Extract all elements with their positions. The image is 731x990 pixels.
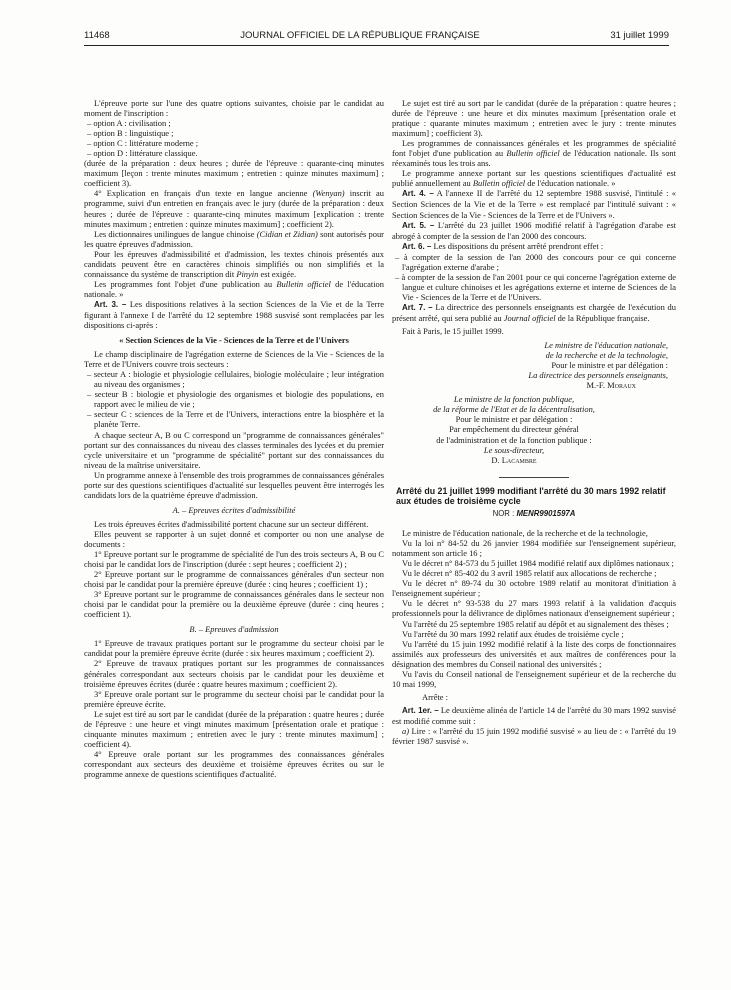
paragraph: Le programme annexe portant sur les questions scientifiques d'actualité est publié annuellement au Bulletin officiel de l'éducation nationale. »	[392, 168, 676, 189]
option-item: – option B : linguistique ;	[87, 128, 174, 139]
paragraph: 3° Epreuve orale portant sur le programme du secteur choisi par le candidat pour la première épreuve écrite.	[84, 688, 384, 709]
secteur-item: – secteur A : biologie et physiologie cellulaires, biologie moléculaire ; leur intégration au niveau des organismes ;	[87, 369, 384, 390]
heading-admissibilite: A. – Epreuves écrites d'admissibilité	[172, 504, 296, 515]
paragraph: Le ministre de l'éducation nationale, de la recherche et de la technologie,	[402, 528, 648, 539]
paragraph: Le champ disciplinaire de l'agrégation externe de Sciences de la Vie - Sciences de la Terre et de l'Univers couvre trois secteurs :	[84, 349, 384, 370]
paragraph: Pour les épreuves d'admissibilité et d'admission, les textes chinois présentés aux candidats peuvent être en caractères chinois simplifiés ou non simplifiés et la connaissance du système de transcription dit Pinyin est exigée.	[84, 248, 384, 279]
signature-block-2: Le ministre de la fonction publique, de la réforme de l'Etat et de la décentralisation, Pour le ministre et par délégation : Par empêchement du directeur général de l'administration et de la fonction publique : Le sous-directeur, D. Lacambre	[433, 394, 595, 465]
paragraph: 4° Epreuve orale portant sur les programmes des connaissances générales correspondant aux secteurs des deuxième et troisième épreuves écrites ou sur le programme annexe de questions scientifiques d'actualité.	[84, 748, 384, 779]
secteur-item: – secteur B : biologie et physiologie des organismes et biologie des populations, en rapport avec le milieu de vie ;	[87, 389, 384, 410]
nor-reference: NOR : MENR9901597A	[492, 509, 576, 519]
option-item: – option C : littérature moderne ;	[87, 138, 199, 149]
visa: Vu l'arrêté du 15 juin 1992 modifié relatif à la liste des corps de fonctionnaires assimilés aux professeurs des universités et aux maîtres de conférences pour la désignation des membres du Conseil national des universités ;	[392, 638, 676, 669]
separator-rule	[499, 477, 569, 478]
article-1: Art. 1er. – Le deuxième alinéa de l'article 14 de l'arrêté du 30 mars 1992 susvisé est modifié comme suit :	[392, 704, 676, 726]
paragraph: Un programme annexe à l'ensemble des trois programmes de connaissances générales porte sur des questions scientifiques d'actualité sur lesquelles peuvent être interrogés les candidats lors de la quatrième épreuve d'admission.	[84, 469, 384, 500]
visa: Vu le décret n° 85-402 du 3 avril 1985 relatif aux allocations de recherche ;	[402, 568, 657, 579]
visa: Vu l'avis du Conseil national de l'enseignement supérieur et de la recherche du 10 mai 1999,	[392, 668, 676, 689]
option-item: – option D : littérature classique.	[87, 148, 198, 159]
paragraph: L'épreuve porte sur l'une des quatre options suivantes, choisie par le candidat au moment de l'inscription :	[84, 98, 384, 119]
paragraph: Les trois épreuves écrites d'admissibilité portent chacune sur un secteur différent.	[94, 518, 369, 529]
article-7: Art. 7. – La directrice des personnels enseignants est chargée de l'exécution du présent arrêté, qui sera publié au Journal officiel de la République française.	[392, 301, 676, 323]
paragraph: 2° Epreuve portant sur le programme de connaissances générales d'un secteur non choisi par le candidat pour la première épreuve (durée : cinq heures ; coefficient 1) ;	[84, 569, 384, 590]
paragraph: 1° Epreuve de travaux pratiques portant sur le programme du secteur choisi par le candidat pour la première épreuve écrite (durée : six heures maximum ; coefficient 2).	[84, 638, 384, 659]
fait-a-paris: Fait à Paris, le 15 juillet 1999.	[402, 326, 504, 337]
paragraph: (durée de la préparation : deux heures ; durée de l'épreuve : quarante-cinq minutes maximum [leçon : trente minutes maximum ; entretien : quinze minutes maximum] ; coefficient 3).	[84, 158, 384, 189]
right-column	[392, 98, 676, 746]
visa: Vu l'arrêté du 25 septembre 1985 relatif au dépôt et au signalement des thèses ;	[402, 618, 669, 629]
signature-block-1: Le ministre de l'éducation nationale, de la recherche et de la technologie, Pour le ministre et par délégation : La directrice des personnels enseignants, M.-F. Moraux	[528, 340, 668, 391]
heading-admission: B. – Epreuves d'admission	[189, 624, 279, 635]
paragraph: Les programmes font l'objet d'une publication au Bulletin officiel de l'éducation nationale. »	[84, 278, 384, 299]
page-number: 11468	[84, 30, 110, 41]
paragraph: Le sujet est tiré au sort par le candidat (durée de la préparation : quatre heures ; durée de l'épreuve : une heure et dix minutes maximum [présentation orale et pratique : quarante minutes maximum ; entretien avec le jury : trente minutes maximum] ; coefficient 3).	[392, 98, 676, 139]
paragraph: Elles peuvent se rapporter à un sujet donné et comporter ou non une analyse de documents :	[84, 528, 384, 549]
article-6-item: – à compter de la session de l'an 2001 pour ce qui concerne l'agrégation externe de langue et culture chinoises et les agrégations externe et interne de Sciences de la Vie - Sciences de la Terre et de l'Univers.	[395, 271, 676, 302]
visa: Vu la loi n° 84-52 du 26 janvier 1984 modifiée sur l'enseignement supérieur, notamment son article 16 ;	[392, 538, 676, 559]
visa: Vu l'arrêté du 30 mars 1992 relatif aux études de troisième cycle ;	[402, 628, 624, 639]
paragraph: Les dictionnaires unilingues de langue chinoise (Cidian et Zidian) sont autorisés pour les quatre épreuves d'admission.	[84, 228, 384, 249]
section-title: « Section Sciences de la Vie - Sciences de la Terre et de l'Univers	[119, 335, 349, 346]
header-date: 31 juillet 1999	[610, 30, 669, 41]
article-6-item: – à compter de la session de l'an 2000 des concours pour ce qui concerne l'agrégation externe d'arabe ;	[395, 251, 676, 272]
left-column	[84, 98, 384, 779]
article-5: Art. 5. – L'arrêté du 23 juillet 1906 modifié relatif à l'agrégation d'arabe est abrogé à compter de la session de l'an 2000 des concours.	[392, 219, 676, 241]
arrete-label: Arrête :	[422, 691, 449, 702]
arrete-title: Arrêté du 21 juillet 1999 modifiant l'arrêté du 30 mars 1992 relatif aux études de troisième cycle	[396, 485, 666, 506]
article-4: Art. 4. – A l'annexe II de l'arrêté du 12 septembre 1988 susvisé, l'intitulé : « Section Sciences de la Vie et de la Terre » est remplacé par l'intitulé suivant : « Section Sciences de la Vie - Sciences de la Terre et de l'Univers ».	[392, 188, 677, 220]
visa: Vu le décret n° 89-74 du 30 octobre 1989 relatif au monitorat d'initiation à l'enseignement supérieur ;	[392, 578, 676, 599]
paragraph: 4° Explication en français d'un texte en langue ancienne (Wenyan) inscrit au programme, suivi d'un entretien en français avec le jury (durée de la préparation : deux heures ; durée de l'épreuve : quarante-cinq minutes maximum [explication : trente minutes maximum ; entretien : quinze minutes maximum] ; coefficient 2).	[84, 188, 384, 229]
journal-title: JOURNAL OFFICIEL DE LA RÉPUBLIQUE FRANÇAISE	[240, 30, 480, 41]
visa: Vu le décret n° 84-573 du 5 juillet 1984 modifié relatif aux diplômes nationaux ;	[402, 558, 674, 569]
option-item: – option A : civilisation ;	[87, 118, 171, 129]
paragraph: A chaque secteur A, B ou C correspond un "programme de connaissances générales" portant sur des connaissances du niveau des classes terminales des lycées et du premier cycle universitaire et un "programme de spécialité" portant sur des connaissances du niveau de la maîtrise universitaire.	[84, 429, 384, 470]
paragraph: 1° Epreuve portant sur le programme de spécialité de l'un des trois secteurs A, B ou C choisi par le candidat lors de l'inscription (durée : sept heures ; coefficient 2) ;	[84, 549, 384, 570]
paragraph: Les programmes de connaissances générales et les programmes de spécialité font l'objet d'une publication au Bulletin officiel de l'éducation nationale. Ils sont réexaminés tous les trois ans.	[392, 138, 676, 169]
article-3: Art. 3. – Les dispositions relatives à la section Sciences de la Vie et de la Terre figurant à l'annexe I de l'arrêté du 12 septembre 1988 susvisé sont remplacées par les dispositions ci-après :	[84, 298, 385, 331]
paragraph: 2° Epreuve de travaux pratiques portant sur les programmes de connaissances générales correspondant aux secteurs choisis par le candidat pour les deuxième et troisième épreuves écrites (durée : quatre heures maximum ; coefficient 2).	[84, 658, 384, 689]
page-header	[84, 27, 669, 46]
secteur-item: – secteur C : sciences de la Terre et de l'Univers, interactions entre la biosphère et la planète Terre.	[87, 409, 384, 430]
visa: Vu le décret n° 93-538 du 27 mars 1993 relatif à la validation d'acquis professionnels pour la délivrance de diplômes nationaux d'enseignement supérieur ;	[392, 598, 676, 619]
paragraph: 3° Epreuve portant sur le programme de connaissances générales dans le secteur non choisi par le candidat pour la première ou la deuxième épreuve (durée : cinq heures ; coefficient 1).	[84, 589, 384, 620]
paragraph: a) Lire : « l'arrêté du 15 juin 1992 modifié susvisé » au lieu de : « l'arrêté du 19 février 1987 susvisé ».	[392, 725, 676, 747]
article-6: Art. 6. – Les dispositions du présent arrêté prendront effet :	[402, 240, 604, 251]
paragraph: Le sujet est tiré au sort par le candidat (durée de la préparation : quatre heures ; durée de l'épreuve : une heure et vingt minutes maximum [présentation orale et pratique : cinquante minutes maximum ; entretien avec le jury : trente minutes maximum] ; coefficient 4).	[84, 708, 384, 749]
